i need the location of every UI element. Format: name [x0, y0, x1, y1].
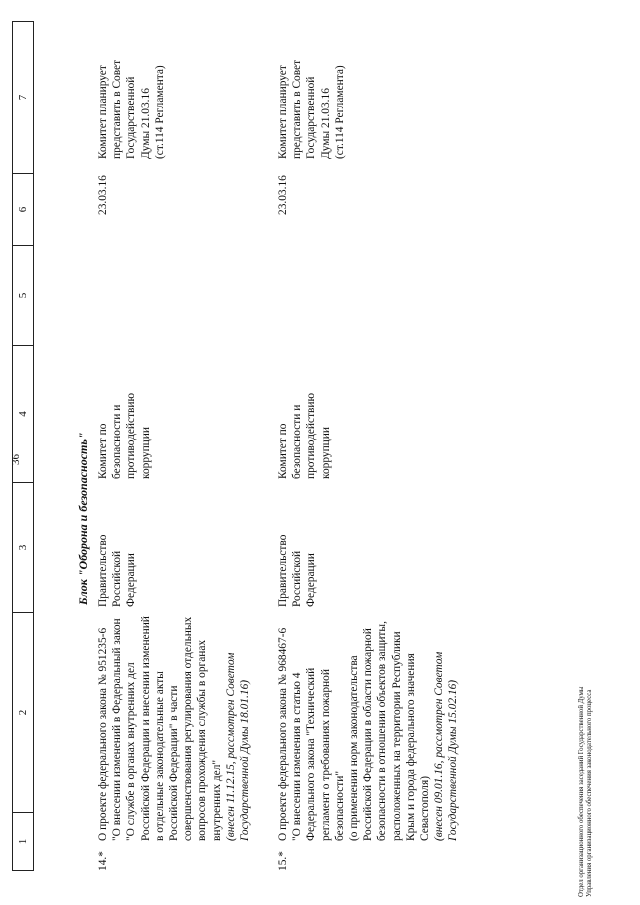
column-header-7: 7: [17, 94, 29, 101]
subject-of-initiative: Правительство Российской Федерации: [97, 534, 138, 607]
column-header-3: 3: [13, 482, 33, 612]
responsible-committee: Комитет по безопасности и противодействию коррупции: [277, 392, 332, 479]
column-header-6: 6: [13, 173, 33, 245]
column-header-2: 2: [13, 612, 33, 812]
column-header-1: 1: [13, 812, 33, 870]
status-note: Комитет планирует представить в Совет Государственной Думы 21.03.16 (ст.114 Регламента): [97, 59, 166, 159]
bill-description: О проекте федерального закона № 968467-6 "О внесении изменения в статью 4 Федерального закона "Технический регламент о требованиях пожарной безопасности" (о применении норм законодательства Российской Федерации в области пожарной безопасности в отношении объектов защиты, расположенных на территории Республики Крым и города федерального значения Севастополя) (внесен 09.01.16, рассмотрен Советом Государственной Думы 15.02.16): [277, 621, 460, 841]
responsible-committee: Комитет по безопасности и противодействию коррупции: [97, 392, 152, 479]
column-header-4: 4: [13, 345, 33, 482]
subject-of-initiative: Правительство Российской Федерации: [277, 534, 318, 607]
column-header-5: 5: [13, 245, 33, 345]
page-number: 36: [10, 454, 22, 465]
footer-department: Отдел организационного обеспечения заседаний Государственной Думы Управления организационного обеспечения законодательного процесса: [578, 686, 593, 897]
row-number: 15.*: [277, 851, 289, 871]
row-number: 14.*: [97, 851, 109, 871]
review-date: 23.03.16: [97, 175, 109, 215]
status-note: Комитет планирует представить в Совет Государственной Думы 21.03.16 (ст.114 Регламента): [277, 59, 346, 159]
column-header-row: [12, 21, 34, 871]
block-title: Блок "Оборона и безопасность": [76, 432, 90, 605]
review-date: 23.03.16: [277, 175, 289, 215]
bill-description: О проекте федерального закона № 951235-6 "О внесении изменений в Федеральный закон "О службе в органах внутренних дел Российской Федерации и внесении изменений в отдельные законодательные акты Российской Федерации" в части совершенствования регулирования отдельных вопросов прохождения службы в органах внутренних дел" (внесен 11.12.15, рассмотрен Советом Государственной Думы 18.01.16): [97, 616, 252, 841]
